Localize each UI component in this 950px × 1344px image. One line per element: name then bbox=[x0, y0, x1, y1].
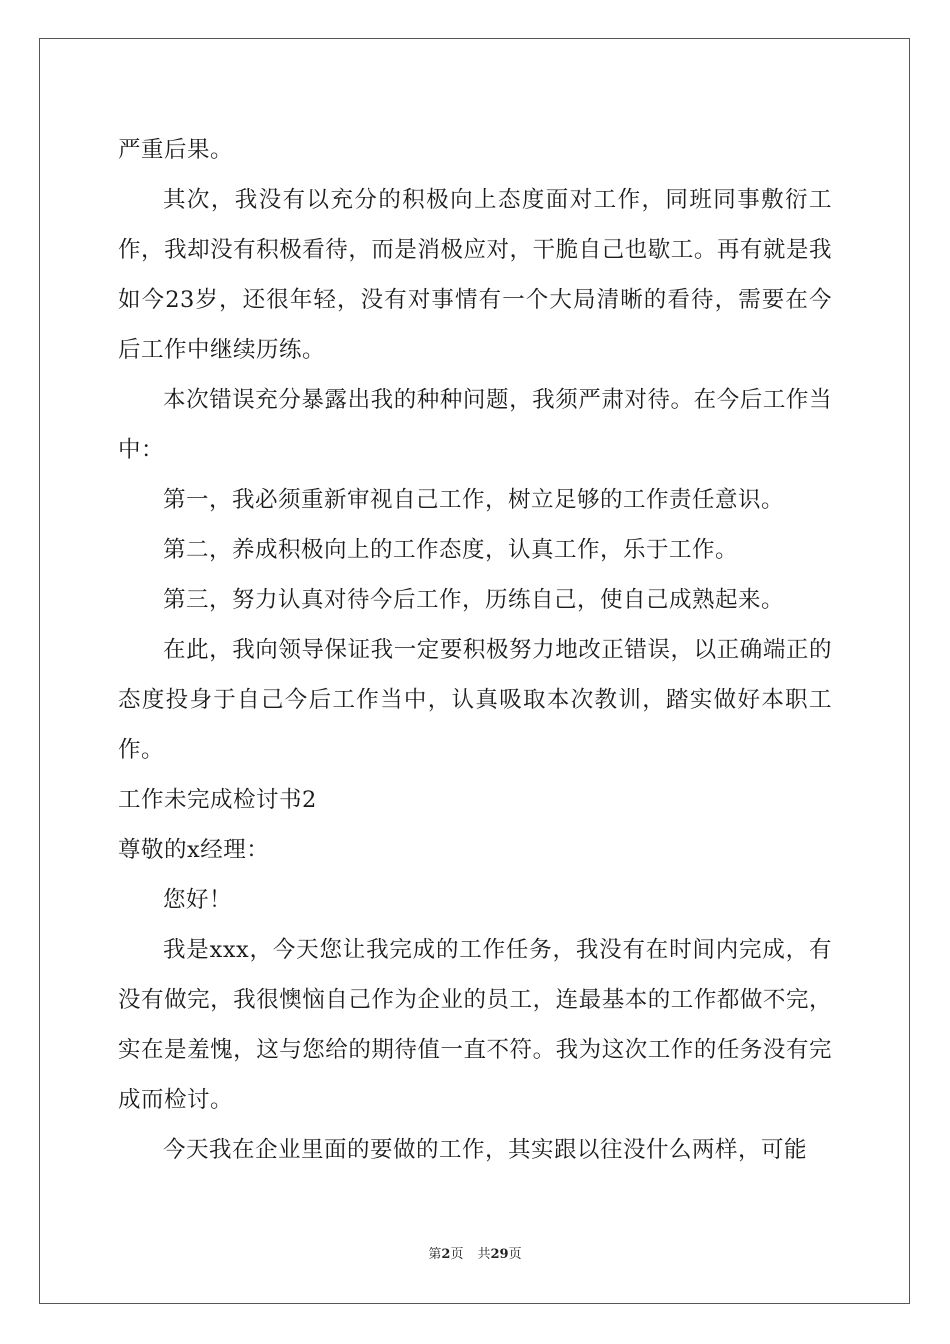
list-item: 第二，养成积极向上的工作态度，认真工作，乐于工作。 bbox=[163, 537, 739, 563]
paragraph: 其次，我没有以充分的积极向上态度面对工作，同班同事敷衍工作，我却没有积极看待，而是消极应对，干脆自己也歇工。再有就是我如今23岁，还很年轻，没有对事情有一个大局清晰的看待，需要在今后工作中继续历练。 bbox=[118, 187, 832, 363]
total-prefix: 共 bbox=[477, 1247, 491, 1262]
page-suffix: 页 bbox=[450, 1247, 464, 1262]
page-number: 2 bbox=[441, 1247, 451, 1262]
page-footer bbox=[0, 1245, 950, 1265]
page-prefix: 第 bbox=[428, 1247, 442, 1262]
document-body bbox=[118, 125, 832, 1175]
greeting: 您好！ bbox=[163, 887, 233, 913]
salutation: 尊敬的x经理： bbox=[118, 837, 270, 863]
total-pages: 29 bbox=[490, 1247, 509, 1262]
paragraph: 今天我在企业里面的要做的工作，其实跟以往没什么两样，可能 bbox=[163, 1137, 808, 1163]
list-item: 第三，努力认真对待今后工作，历练自己，使自己成熟起来。 bbox=[163, 587, 785, 613]
paragraph: 严重后果。 bbox=[118, 137, 234, 163]
paragraph: 我是xxx，今天您让我完成的工作任务，我没有在时间内完成，有没有做完，我很懊恼自己作为企业的员工，连最基本的工作都做不完，实在是羞愧，这与您给的期待值一直不符。我为这次工作的任务没有完成而检讨。 bbox=[118, 937, 832, 1113]
paragraph: 在此，我向领导保证我一定要积极努力地改正错误，以正确端正的态度投身于自己今后工作当中，认真吸取本次教训，踏实做好本职工作。 bbox=[118, 637, 832, 763]
list-item: 第一，我必须重新审视自己工作，树立足够的工作责任意识。 bbox=[163, 487, 785, 513]
total-suffix: 页 bbox=[508, 1247, 522, 1262]
section-title: 工作未完成检讨书2 bbox=[118, 787, 317, 813]
paragraph: 本次错误充分暴露出我的种种问题，我须严肃对待。在今后工作当中： bbox=[118, 387, 832, 463]
